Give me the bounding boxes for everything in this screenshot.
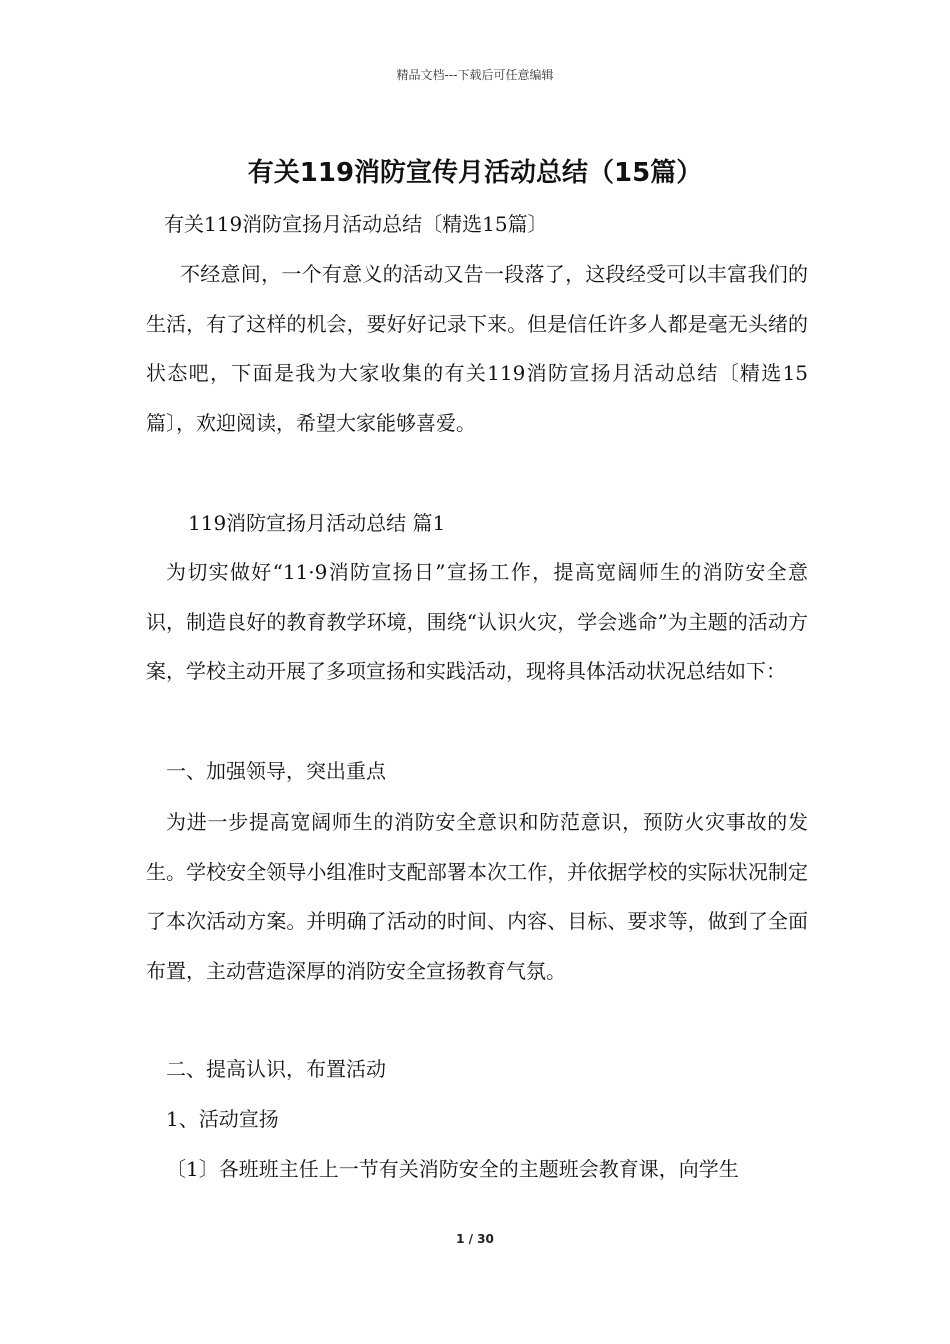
- paragraph-2: 为进一步提高宽阔师生的消防安全意识和防范意识，预防火灾事故的发生。学校安全领导小组准时支配部署本次工作，并依据学校的实际状况制定了本次活动方案。并明确了活动的时间、内容、目标、要求等，做到了全面布置，主动营造深厚的消防安全宣扬教育气氛。: [146, 810, 808, 983]
- section-heading: 119消防宣扬月活动总结 篇1: [188, 511, 446, 535]
- paragraph-3: 〔1〕各班班主任上一节有关消防安全的主题班会教育课，向学生: [166, 1157, 739, 1181]
- heading-3: 1、活动宣扬: [166, 1107, 279, 1131]
- document-title: 有关119消防宣传月活动总结（15篇）: [247, 158, 703, 188]
- document-subtitle: 有关119消防宣扬月活动总结〔精选15篇〕: [164, 212, 548, 236]
- intro-paragraph: 不经意间，一个有意义的活动又告一段落了，这段经受可以丰富我们的生活，有了这样的机会，要好好记录下来。但是信任许多人都是毫无头绪的状态吧，下面是我为大家收集的有关119消防宣扬月活动总结〔精选15篇〕，欢迎阅读，希望大家能够喜爱。: [146, 262, 808, 435]
- header-note: 精品文档---下载后可任意编辑: [396, 68, 554, 82]
- paragraph-1: 为切实做好“11·9消防宣扬日”宣扬工作，提高宽阔师生的消防安全意识，制造良好的教育教学环境，围绕“认识火灾，学会逃命”为主题的活动方案，学校主动开展了多项宣扬和实践活动，现将具体活动状况总结如下：: [146, 560, 808, 683]
- page-number: 1 / 30: [456, 1232, 494, 1246]
- heading-1: 一、加强领导，突出重点: [166, 759, 386, 783]
- heading-2: 二、提高认识，布置活动: [166, 1057, 386, 1081]
